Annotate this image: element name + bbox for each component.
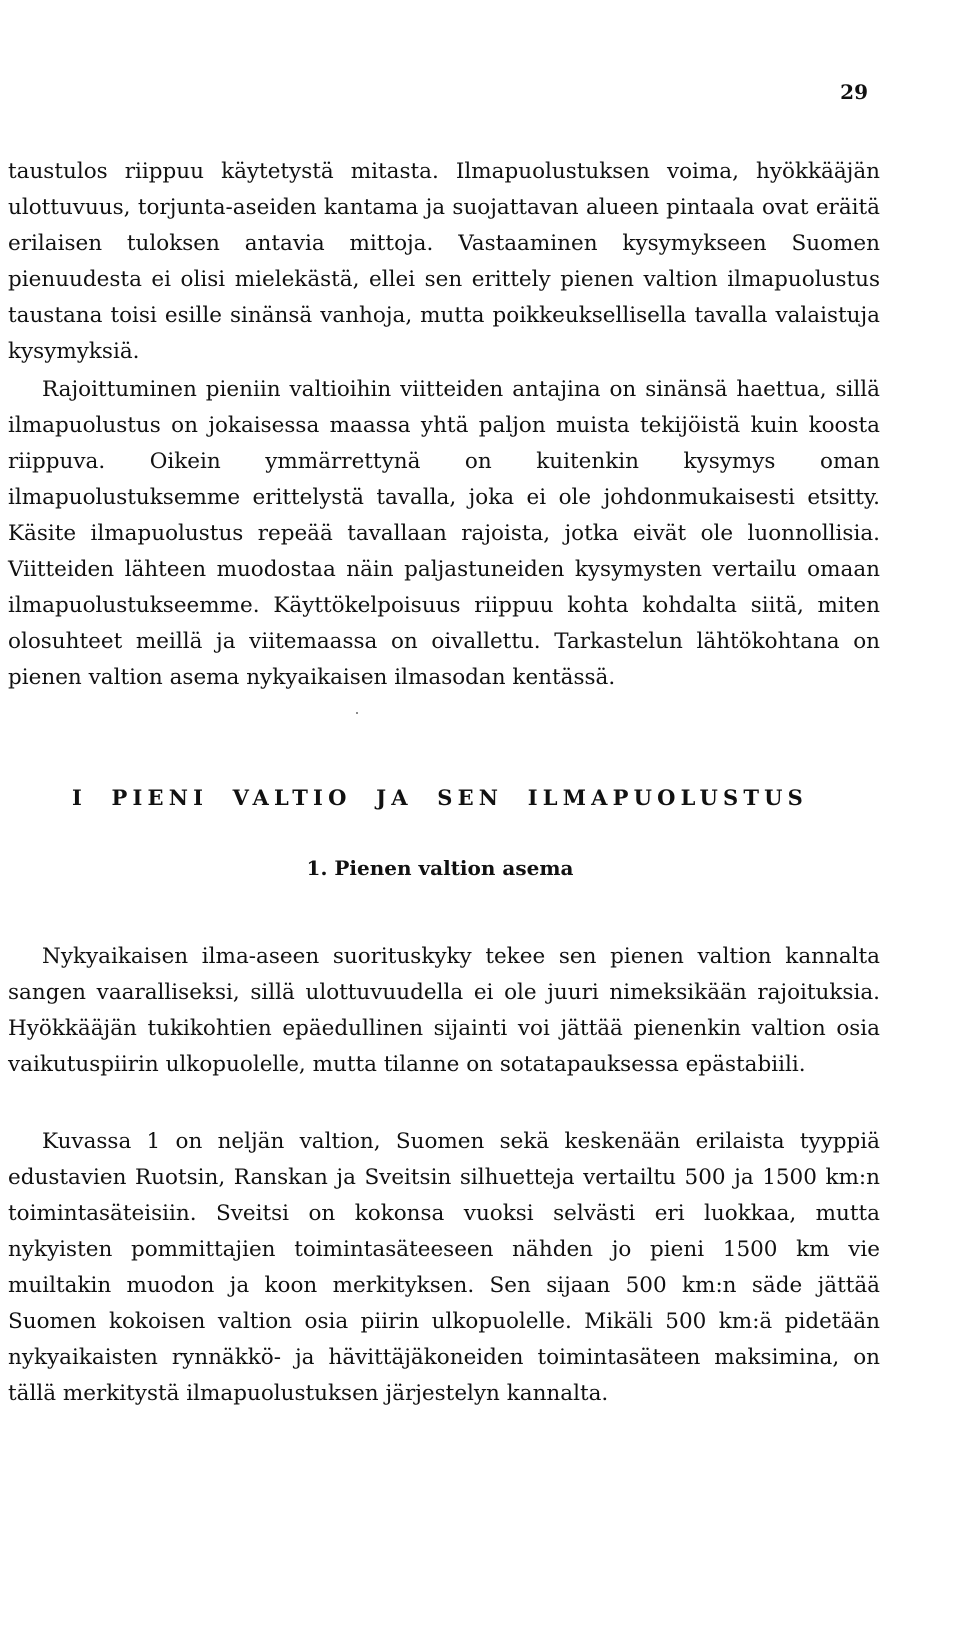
paragraph: Nykyaikaisen ilma-aseen suorituskyky tekee sen pienen valtion kannalta sangen vaaralliseksi, sillä ulottuvuudella ei ole juuri nimeksikään rajoituksia. Hyökkääjän tukikohtien epäedullinen sijainti voi jättää pienenkin valtion osia vaikutuspiirin ulkopuolelle, mutta tilanne on sotatapauksessa epästabiili. — [8, 943, 880, 1077]
paragraph: Rajoittuminen pieniin valtioihin viitteiden antajina on sinänsä haettua, sillä ilmapuolustus on jokaisessa maassa yhtä paljon muista tekijöistä kuin koosta riippuva. Oikein ymmärrettynä on kuitenkin kysymys oman ilmapuolustuksemme erittelystä tavalla, joka ei ole johdonmukaisesti etsitty. Käsite ilmapuolustus repeää tavallaan rajoista, jotka eivät ole luonnollisia. Viitteiden lähteen muodostaa näin paljastuneiden kysymysten vertailu omaan ilmapuolustukseemme. Käyttökelpoisuus riippuu kohta kohdalta siitä, miten olosuhteet meillä ja viitemaassa on oivallettu. Tarkastelun lähtökohtana on pienen valtion asema nykyaikaisen ilmasodan kentässä. — [8, 376, 880, 690]
paragraph: Kuvassa 1 on neljän valtion, Suomen sekä keskenään erilaista tyyppiä edustavien Ruotsin, Ranskan ja Sveitsin silhuetteja vertailtu 500 ja 1500 km:n toimintasäteisiin. Sveitsi on kokonsa vuoksi selvästi eri luokkaa, mutta nykyisten pommittajien toimintasäteeseen nähden jo pieni 1500 km vie muiltakin muodon ja koon merkityksen. Sen sijaan 500 km:n säde jättää Suomen kokoisen valtion osia piirin ulkopuolelle. Mikäli 500 km:ä pidetään nykyaikaisten rynnäkkö- ja hävittäjäkoneiden toimintasäteen maksimina, on tällä merkitystä ilmapuolustuksen järjestelyn kannalta. — [8, 1128, 880, 1406]
page-number: 29 — [840, 80, 868, 104]
section-title: 1. Pienen valtion asema — [306, 856, 574, 880]
chapter-title: I PIENI VALTIO JA SEN ILMAPUOLUSTUS — [71, 785, 809, 810]
paragraph: taustulos riippuu käytetystä mitasta. Ilmapuolustuksen voima, hyökkääjän ulottuvuus, torjunta-aseiden kantama ja suojattavan alueen pintaala ovat eräitä erilaisen tuloksen antavia mittoja. Vastaaminen kysymykseen Suomen pienuudesta ei olisi mielekästä, ellei sen erittely pienen valtion ilmapuolustus taustana toisi esille sinänsä vanhoja, mutta poikkeuksellisella tavalla valaistuja kysymyksiä. — [8, 158, 880, 364]
print-speck — [356, 712, 358, 714]
